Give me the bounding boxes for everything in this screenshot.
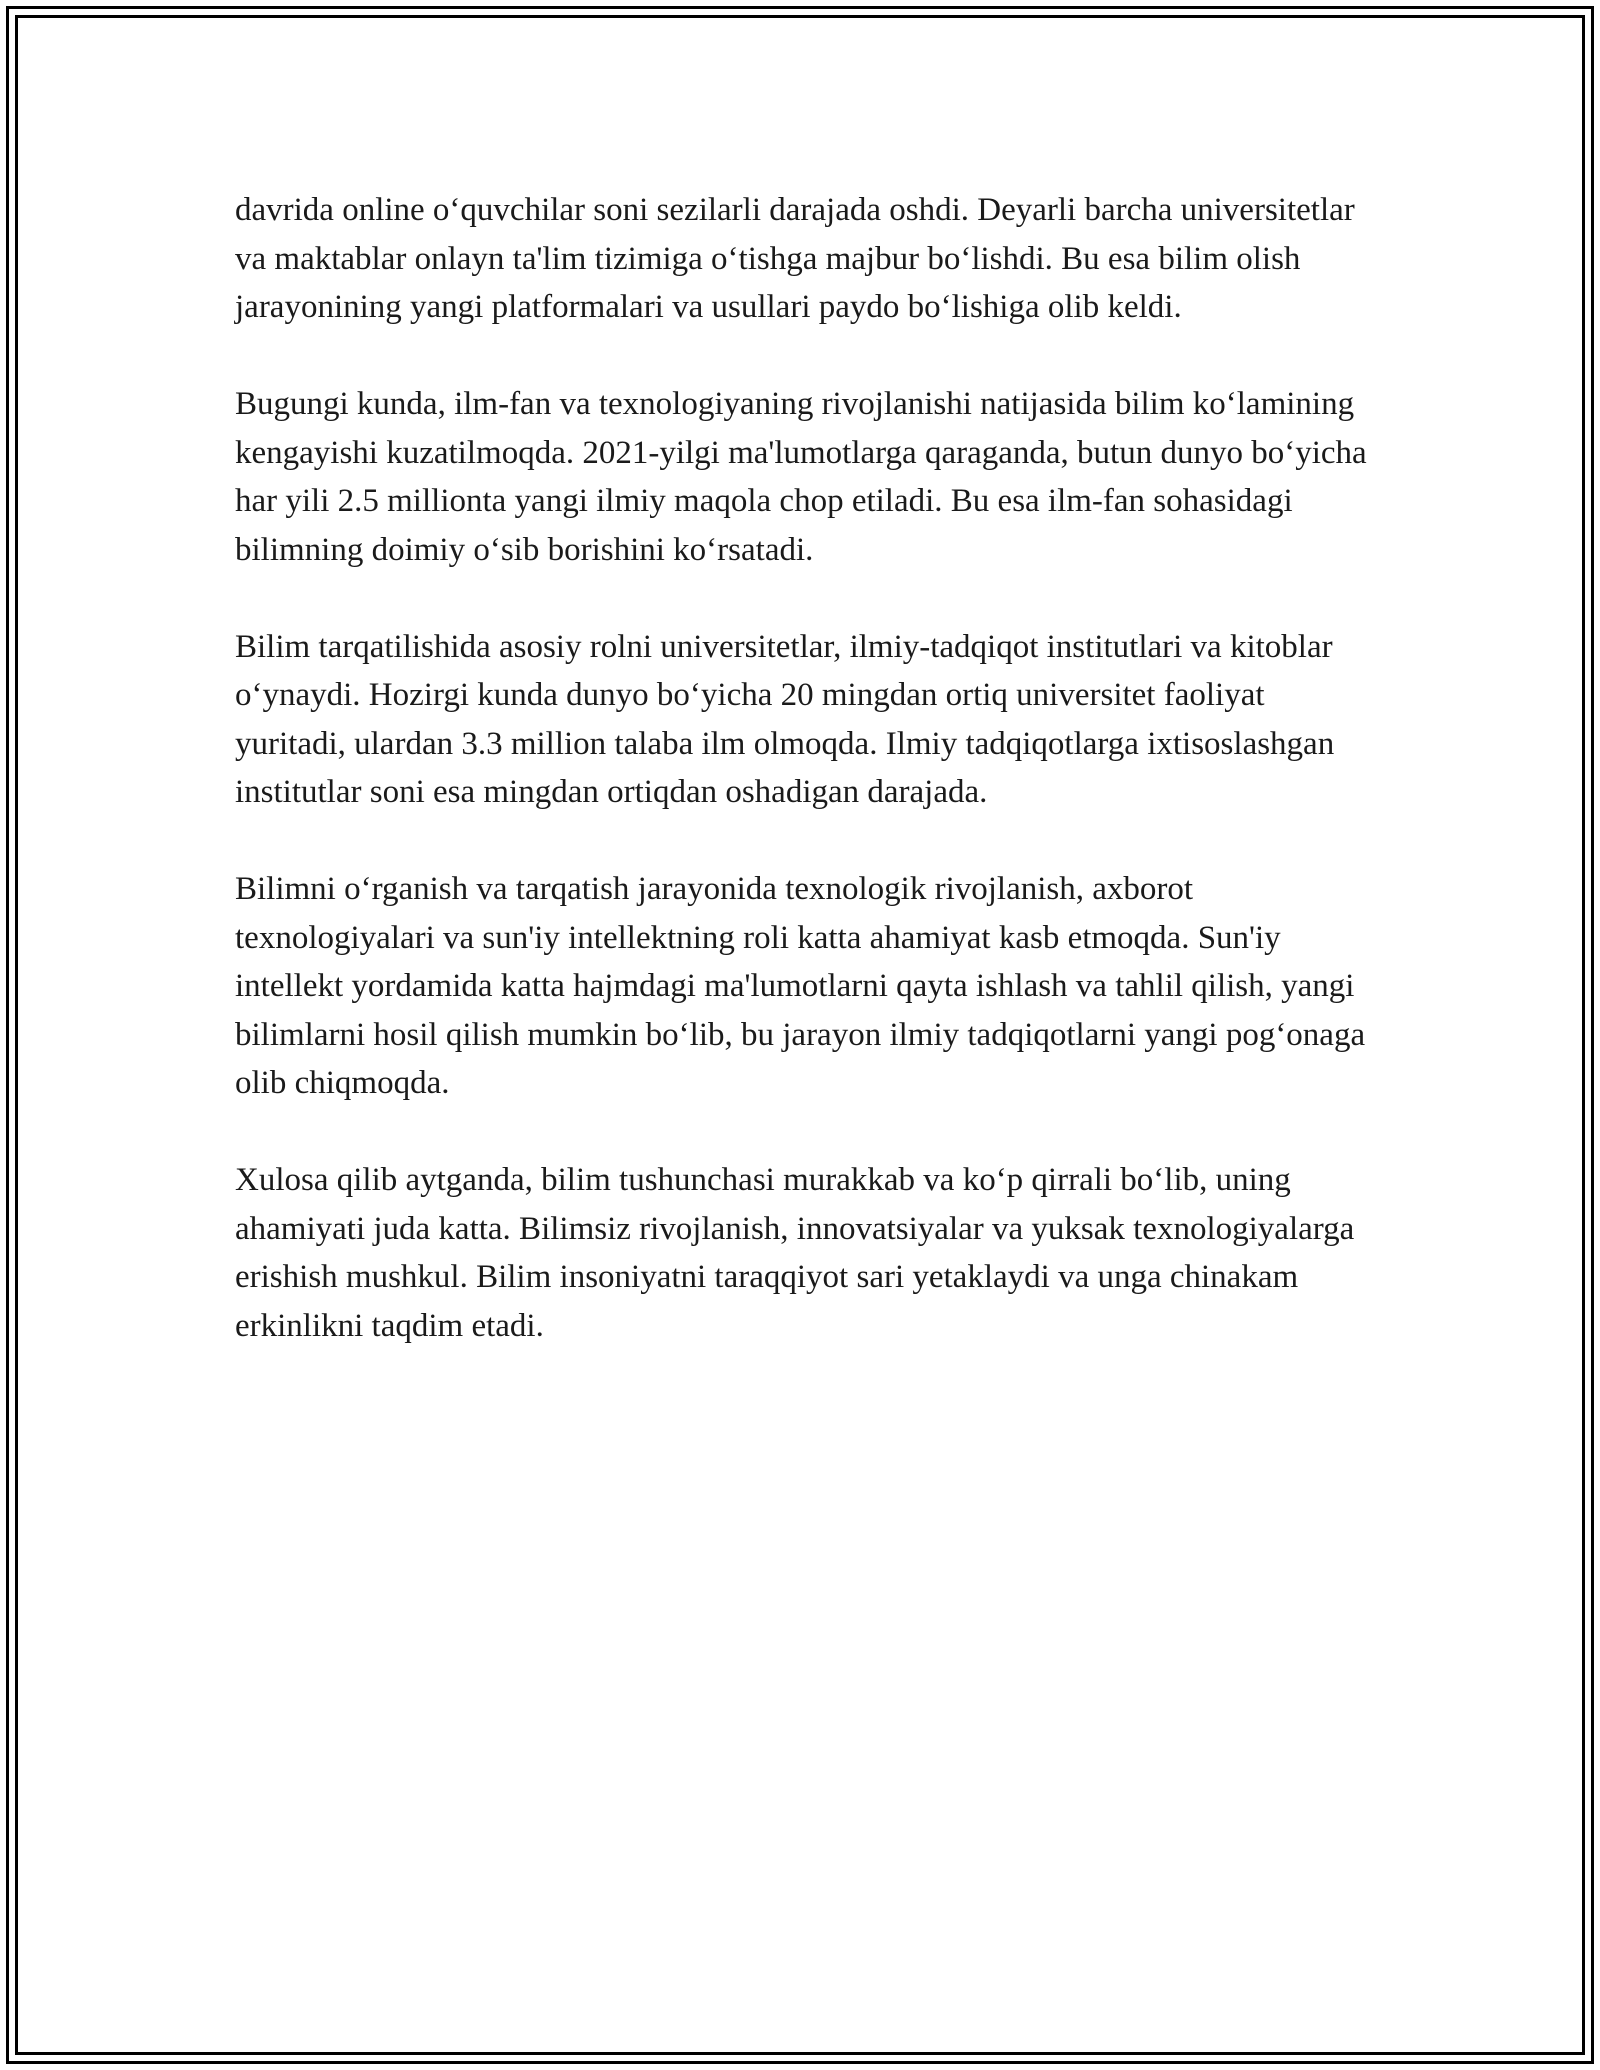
paragraph-conclusion: Xulosa qilib aytganda, bilim tushunchasi murakkab va ko‘p qirrali bo‘lib, uning ahamiyati juda katta. Bilimsiz rivojlanish, innovatsiyalar va yuksak texnologiyalarga erishish mushkul. Bilim insoniyatni taraqqiyot sari yetaklaydi va unga chinakam erkinlikni taqdim etadi. bbox=[235, 1162, 1355, 1344]
paragraph-online-learning: davrida online o‘quvchilar soni sezilarli darajada oshdi. Deyarli barcha universitetlar va maktablar onlayn ta'lim tizimiga o‘tishga majbur bo‘lishdi. Bu esa bilim olish jarayonining yangi platformalari va usullari paydo bo‘lishiga olib keldi. bbox=[235, 192, 1355, 325]
paragraph-knowledge-distribution: Bilim tarqatilishida asosiy rolni universitetlar, ilmiy-tadqiqot institutlari va kitoblar o‘ynaydi. Hozirgi kunda dunyo bo‘yicha 20 mingdan ortiq universitet faoliyat yuritadi, ulardan 3.3 million talaba ilm olmoqda. Ilmiy tadqiqotlarga ixtisoslashgan institutlar soni esa mingdan ortiqdan oshadigan darajada. bbox=[235, 628, 1335, 810]
paragraph-technology-role: Bilimni o‘rganish va tarqatish jarayonida texnologik rivojlanish, axborot texnologiyalari va sun'iy intellektning roli katta ahamiyat kasb etmoqda. Sun'iy intellekt yordamida katta hajmdagi ma'lumotlarni qayta ishlash va tahlil qilish, yangi bilimlarni hosil qilish mumkin bo‘lib, bu jarayon ilmiy tadqiqotlarni yangi pog‘onaga olib chiqmoqda. bbox=[235, 871, 1366, 1101]
paragraph-science-growth: Bugungi kunda, ilm-fan va texnologiyaning rivojlanishi natijasida bilim ko‘lamining kengayishi kuzatilmoqda. 2021-yilgi ma'lumotlarga qaraganda, butun dunyo bo‘yicha har yili 2.5 millionta yangi ilmiy maqola chop etiladi. Bu esa ilm-fan sohasidagi bilimning doimiy o‘sib borishini ko‘rsatadi. bbox=[235, 386, 1367, 568]
document-body bbox=[235, 186, 1375, 1350]
